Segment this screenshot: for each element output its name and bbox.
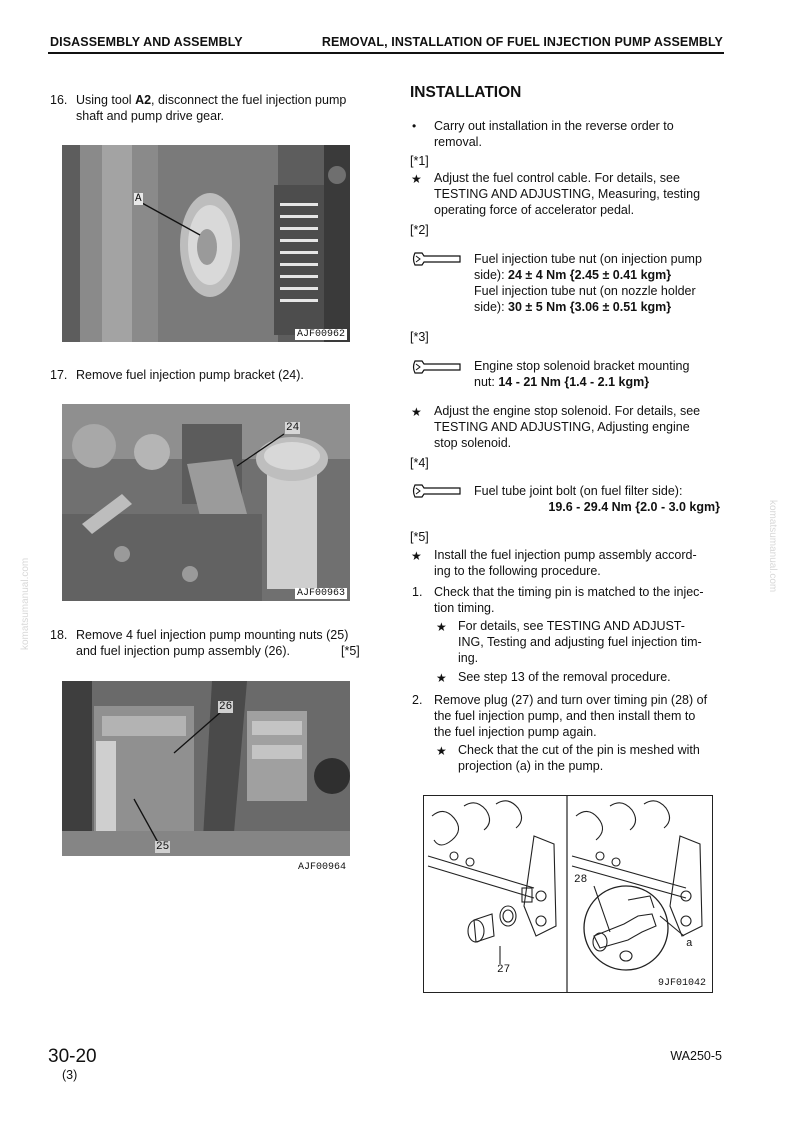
watermark-left: komatsumanual.com	[20, 557, 31, 650]
figure-pump-assembly-photo	[62, 681, 350, 878]
torque-1-value-pump-side: 24 ± 4 Nm {2.45 ± 0.41 kgm}	[508, 268, 672, 282]
install-step-2-line1: Remove plug (27) and turn over timing pin (28) of	[434, 693, 708, 707]
bullet-line1: Carry out installation in the reverse order to	[434, 119, 674, 133]
torque-wrench-icon	[412, 250, 462, 268]
ref-5: [*5]	[410, 530, 429, 544]
star-1-line2: TESTING AND ADJUSTING, Measuring, testing	[434, 187, 701, 201]
fig4-label-27: 27	[497, 964, 511, 976]
bullet-line2: removal.	[434, 135, 482, 149]
install-step-1-sub1-line1: For details, see TESTING AND ADJUST-	[458, 619, 685, 633]
fig3-code: AJF00964	[297, 862, 346, 873]
header-rule	[48, 52, 724, 54]
star-2-mark: ★	[411, 405, 422, 419]
star-1-text	[434, 170, 729, 218]
step-16-line1-pre: Using tool	[76, 93, 136, 107]
page-number: 30-20	[48, 1046, 97, 1067]
page-revision: (3)	[62, 1068, 78, 1082]
fig2-code: AJF00963	[296, 588, 345, 599]
install-step-1-sub1-line2: ING, Testing and adjusting fuel injection tim-	[458, 635, 702, 649]
ref-1: [*1]	[410, 154, 429, 168]
torque-1-value-nozzle-side: 30 ± 5 Nm {3.06 ± 0.51 kgm}	[508, 300, 672, 314]
figure-pump-bracket-photo	[62, 404, 350, 601]
ref-2: [*2]	[410, 223, 429, 237]
torque-2-line2-pre: nut:	[474, 375, 499, 389]
torque-1-line3: Fuel injection tube nut (on nozzle holder	[474, 284, 696, 298]
step-16-number: 16.	[50, 93, 68, 107]
install-step-1-sub2-text: See step 13 of the removal procedure.	[458, 670, 671, 684]
fig1-code: AJF00962	[296, 329, 345, 340]
installation-title: INSTALLATION	[410, 84, 522, 101]
install-step-1-sub1-text	[458, 618, 728, 666]
star-1-line1: Adjust the fuel control cable. For details, see	[434, 171, 680, 185]
install-step-1-sub2-mark: ★	[436, 671, 447, 685]
star-1-mark: ★	[411, 172, 422, 186]
ref-3: [*3]	[410, 330, 429, 344]
fig1-callout-a: A	[135, 193, 142, 205]
header-section-right: REMOVAL, INSTALLATION OF FUEL INJECTION PUMP ASSEMBLY	[321, 35, 723, 49]
step-18-line2: and fuel injection pump assembly (26).	[76, 644, 291, 658]
bullet-text	[434, 118, 724, 150]
fig2-callout-24: 24	[286, 422, 300, 434]
torque-1-line4-pre: side):	[474, 300, 509, 314]
install-step-2-line3: the fuel injection pump again.	[434, 725, 597, 739]
step-16-tool: A2	[135, 93, 152, 107]
fig3-callout-26: 26	[219, 701, 233, 713]
star-3-text	[434, 547, 729, 579]
install-step-1-line2: tion timing.	[434, 601, 495, 615]
torque-1-line1: Fuel injection tube nut (on injection pump	[474, 252, 702, 266]
model-name: WA250-5	[670, 1049, 722, 1063]
torque-2-text	[474, 358, 734, 390]
step-18-text	[76, 627, 366, 659]
torque-3-text	[474, 483, 724, 515]
header-section-left: DISASSEMBLY AND ASSEMBLY	[50, 35, 243, 49]
torque-2-line1: Engine stop solenoid bracket mounting	[474, 359, 690, 373]
install-step-1-line1: Check that the timing pin is matched to the injec-	[434, 585, 704, 599]
fig3-callout-25: 25	[156, 841, 170, 853]
star-3-line2: ing to the following procedure.	[434, 564, 601, 578]
torque-2-value: 14 - 21 Nm {1.4 - 2.1 kgm}	[498, 375, 650, 389]
star-1-line3: operating force of accelerator pedal.	[434, 203, 635, 217]
fig4-code: 9JF01042	[657, 978, 706, 989]
star-3-mark: ★	[411, 549, 422, 563]
step-17-text: Remove fuel injection pump bracket (24).	[76, 368, 304, 382]
bullet-mark: •	[412, 119, 417, 133]
install-step-2-sub1-text	[458, 742, 728, 774]
step-18-ref: [*5]	[341, 644, 360, 658]
install-step-2-sub1-line1: Check that the cut of the pin is meshed with	[458, 743, 700, 757]
ref-4: [*4]	[410, 456, 429, 470]
install-step-2-number: 2.	[412, 693, 423, 707]
torque-1-text	[474, 251, 734, 315]
torque-3-line1: Fuel tube joint bolt (on fuel filter side):	[474, 484, 683, 498]
step-18-line1: Remove 4 fuel injection pump mounting nuts (25)	[76, 628, 349, 642]
figure-timing-pin-diagram	[423, 795, 713, 993]
install-step-2-sub1-line2: projection (a) in the pump.	[458, 759, 604, 773]
fig4-label-28: 28	[574, 874, 588, 886]
step-16-line2: shaft and pump drive gear.	[76, 109, 225, 123]
install-step-1-number: 1.	[412, 585, 423, 599]
install-step-2-sub1-mark: ★	[436, 744, 447, 758]
step-16-line1-post: , disconnect the fuel injection pump	[151, 93, 347, 107]
install-step-1-sub1-line3: ing.	[458, 651, 479, 665]
star-2-line1: Adjust the engine stop solenoid. For details, see	[434, 404, 701, 418]
torque-wrench-icon	[412, 358, 462, 376]
install-step-2-line2: the fuel injection pump, and then install them to	[434, 709, 696, 723]
star-3-line1: Install the fuel injection pump assembly accord-	[434, 548, 697, 562]
fig4-label-a: a	[686, 938, 693, 950]
star-2-text	[434, 403, 729, 451]
star-2-line2: TESTING AND ADJUSTING, Adjusting engine	[434, 420, 690, 434]
install-step-1-text	[434, 584, 729, 616]
install-step-2-text	[434, 692, 729, 740]
torque-wrench-icon	[412, 482, 462, 500]
step-17-number: 17.	[50, 368, 68, 382]
step-16-text	[76, 92, 376, 124]
star-2-line3: stop solenoid.	[434, 436, 512, 450]
watermark-right: komatsumanual.com	[767, 500, 778, 593]
figure-pump-shaft-photo	[62, 145, 350, 342]
page-header	[50, 33, 723, 53]
step-18-number: 18.	[50, 628, 68, 642]
install-step-1-sub1-mark: ★	[436, 620, 447, 634]
torque-3-value: 19.6 - 29.4 Nm {2.0 - 3.0 kgm}	[548, 500, 720, 514]
torque-1-line2-pre: side):	[474, 268, 509, 282]
